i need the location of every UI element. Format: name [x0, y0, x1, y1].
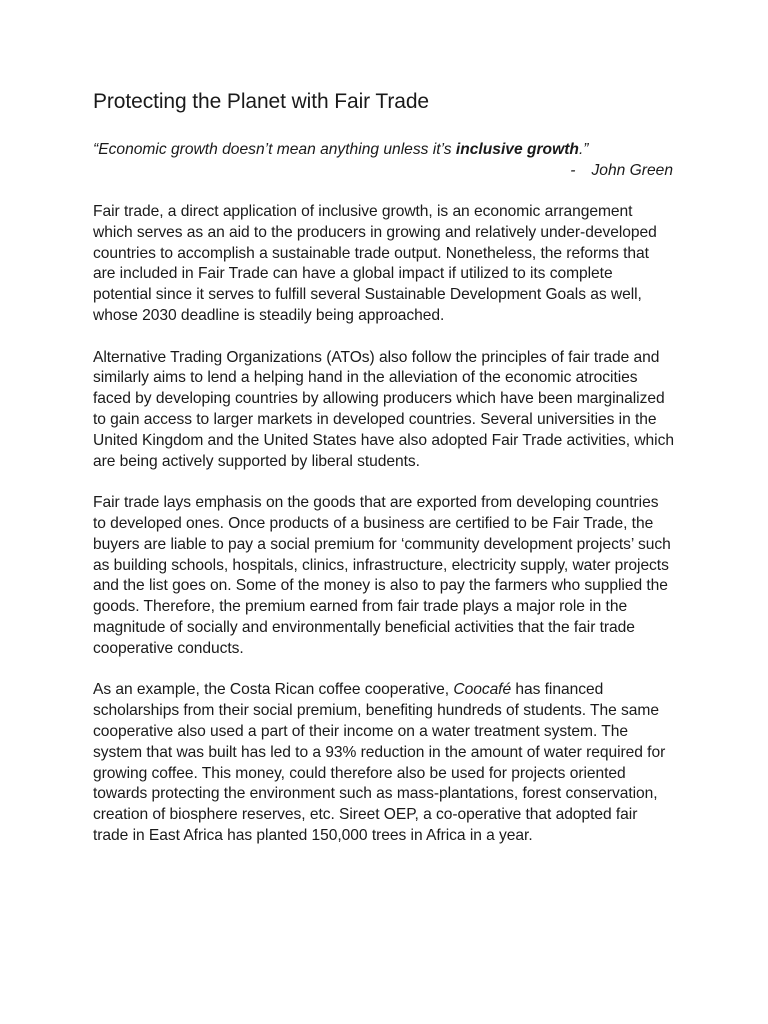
quote-emphasis: inclusive growth	[455, 141, 579, 158]
paragraph-1: Fair trade, a direct application of inclusive growth, is an economic arrangement which serves as an aid to the producers in growing and relatively under-developed countries to accomplish a sustainable trade output. Nonetheless, the reforms that are included in Fair Trade can have a global impact if utilized to its complete potential since it serves to fulfill several Sustainable Development Goals as well, whose 2030 deadline is steadily being approached.	[93, 203, 657, 324]
paragraph-4	[93, 680, 675, 846]
document-body	[93, 88, 675, 847]
epigraph-quote	[93, 139, 675, 161]
paragraph-3: Fair trade lays emphasis on the goods that are exported from developing countries to developed ones. Once products of a business are certified to be Fair Trade, the buyers are liable to pay a social premium for ‘community development projects’ such as building schools, hospitals, clinics, infrastructure, electricity supply, water projects and the list goes on. Some of the money is also to pay the farmers who supplied the goods. Therefore, the premium earned from fair trade plays a major role in the magnitude of socially and environmentally beneficial activities that the fair trade cooperative conducts.	[93, 494, 671, 657]
cooperative-name: Coocafé	[453, 681, 512, 699]
attribution-dash: -	[570, 162, 576, 179]
quote-attribution	[93, 161, 675, 181]
paragraph-4-text-end: has financed scholarships from their social premium, benefiting hundreds of students. The same cooperative also used a part of their income on a water treatment system. The system that was built has led to a 93% reduction in the amount of water required for growing coffee. This money, could therefore also be used for projects oriented towards protecting the environment such as mass-plantations, forest conservation, creation of biosphere reserves, etc. Sireet OEP, a co-operative that adopted fair trade in East Africa has planted 150,000 trees in Africa in a year.	[93, 681, 666, 844]
paragraph-4-text-start: As an example, the Costa Rican coffee cooperative,	[93, 681, 454, 699]
quote-text-start: “Economic growth doesn’t mean anything unless it’s	[93, 141, 456, 158]
quote-text-end: .”	[578, 141, 589, 158]
paragraph-2: Alternative Trading Organizations (ATOs) also follow the principles of fair trade and similarly aims to lend a helping hand in the alleviation of the economic atrocities faced by developing countries by allowing producers which have been marginalized to gain access to larger markets in developed countries. Several universities in the United Kingdom and the United States have also adopted Fair Trade activities, which are being actively supported by liberal students.	[93, 348, 674, 470]
attribution-author: John Green	[591, 162, 673, 179]
document-title: Protecting the Planet with Fair Trade	[93, 90, 429, 113]
